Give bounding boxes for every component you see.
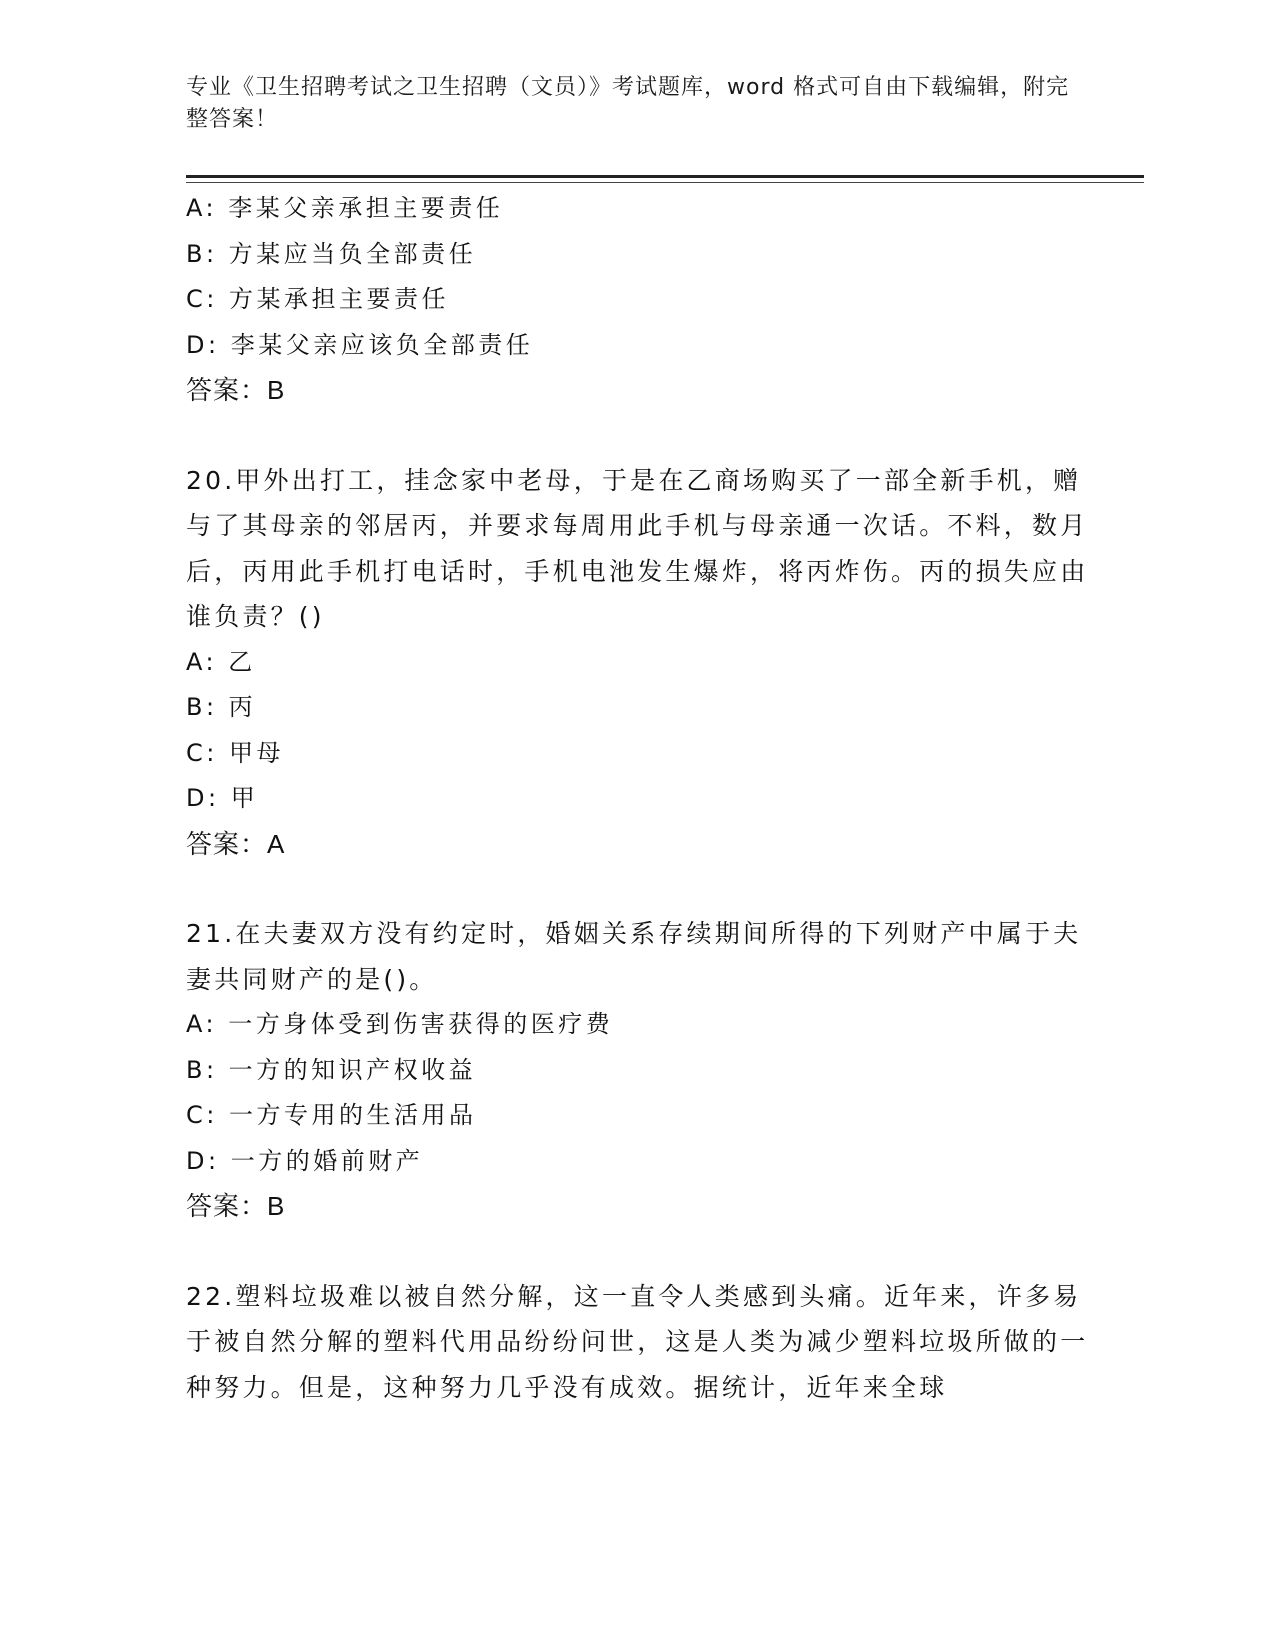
question-19 bbox=[186, 186, 1106, 414]
option-d: D: 李某父亲应该负全部责任 bbox=[186, 330, 534, 359]
option-c: C: 方某承担主要责任 bbox=[186, 285, 449, 313]
answer-line: 答案：B bbox=[186, 1191, 286, 1221]
option-c: C: 甲母 bbox=[186, 738, 284, 767]
option-c: C: 一方专用的生活用品 bbox=[186, 1101, 477, 1129]
option-b: B: 方某应当负全部责任 bbox=[186, 239, 477, 268]
option-d: D: 甲 bbox=[186, 784, 259, 812]
answer-line: 答案：A bbox=[186, 828, 286, 859]
header-divider-thick bbox=[186, 175, 1144, 178]
option-b: B: 一方的知识产权收益 bbox=[186, 1055, 477, 1084]
option-a: A: 乙 bbox=[186, 647, 256, 676]
option-d: D: 一方的婚前财产 bbox=[186, 1146, 424, 1175]
header-divider-thin bbox=[186, 182, 1144, 183]
option-a: A: 一方身体受到伤害获得的医疗费 bbox=[186, 1010, 614, 1038]
question-21 bbox=[186, 911, 1106, 1230]
question-20 bbox=[186, 458, 1106, 868]
option-a: A: 李某父亲承担主要责任 bbox=[186, 194, 504, 222]
question-22 bbox=[186, 1274, 1106, 1411]
document-body bbox=[186, 186, 1106, 1410]
question-stem: 21.在夫妻双方没有约定时，婚姻关系存续期间所得的下列财产中属于夫妻共同财产的是()。 bbox=[186, 919, 1082, 994]
question-stem: 22.塑料垃圾难以被自然分解，这一直令人类感到头痛。近年来，许多易于被自然分解的塑料代用品纷纷问世，这是人类为减少塑料垃圾所做的一种努力。但是，这种努力几乎没有成效。据统计，近年来全球 bbox=[186, 1281, 1089, 1402]
option-b: B: 丙 bbox=[186, 693, 257, 721]
question-stem: 20.甲外出打工，挂念家中老母，于是在乙商场购买了一部全新手机，赠与了其母亲的邻居丙，并要求每周用此手机与母亲通一次话。不料，数月后，丙用此手机打电话时，手机电池发生爆炸，将丙炸伤。丙的损失应由谁负责？() bbox=[186, 465, 1089, 631]
document-header: 专业《卫生招聘考试之卫生招聘（文员）》考试题库，word 格式可自由下载编辑，附完整答案！ bbox=[186, 75, 1070, 132]
answer-line: 答案：B bbox=[186, 375, 286, 405]
